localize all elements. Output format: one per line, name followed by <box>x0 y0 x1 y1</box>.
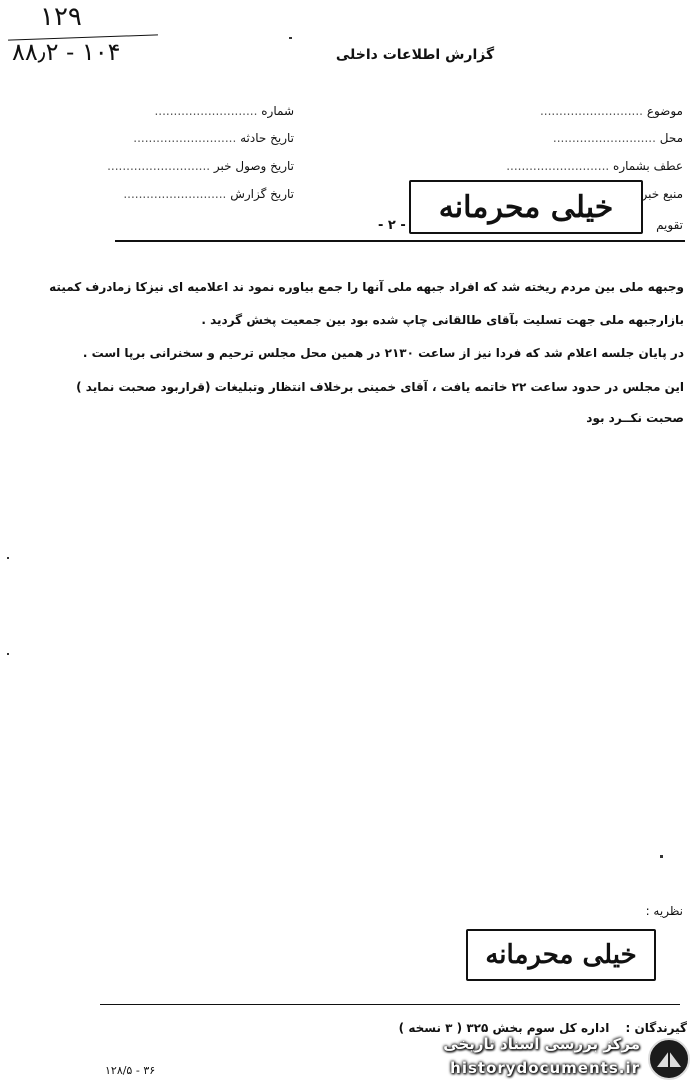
field-tarikh-gozaresh-dots: ........................... <box>123 187 227 201</box>
field-tarikh-hadese <box>133 131 294 145</box>
footer-divider <box>100 1004 680 1005</box>
body-line-2: بازارجبهه ملی جهت تسلیت بآقای طالقانی چاپ شده بود بین جمعیت پخش گردید . <box>201 313 684 327</box>
field-shomare <box>154 104 294 118</box>
body-line-4: این مجلس در حدود ساعت ۲۲ خاتمه یافت ، آقای خمینی برخلاف انتظار وتبلیغات (قراربود صحبت نماید ) <box>76 380 684 394</box>
handwritten-number-bottom: ۱۰۴ - ۸۸٫۲ <box>12 38 121 66</box>
field-tarikh-hadese-label: تاریخ حادثه <box>240 131 294 145</box>
header-divider <box>115 240 685 242</box>
field-tarikh-gozaresh <box>123 187 294 201</box>
field-manba <box>641 187 683 201</box>
recipients-value: اداره کل سوم بخش ۳۲۵ ( ۳ نسخه ) <box>398 1021 610 1035</box>
speck-mark <box>7 557 9 559</box>
field-mahal-label: محل <box>659 131 683 145</box>
report-title: گزارش اطلاعات داخلی <box>335 47 495 63</box>
field-taqvim-label: تقویم <box>656 218 683 232</box>
form-number: ۳۶ - ۱۲۸/۵ <box>105 1064 156 1077</box>
speck-mark <box>289 37 292 39</box>
field-shomare-dots: ........................... <box>154 104 258 118</box>
field-atf-label: عطف بشماره <box>613 159 683 173</box>
speck-mark <box>660 855 663 858</box>
field-tarikh-vosul <box>107 159 294 173</box>
confidential-stamp-bottom: خیلی محرمانه <box>466 929 656 981</box>
field-tarikh-vosul-dots: ........................... <box>107 159 211 173</box>
field-mozu <box>540 104 683 118</box>
body-line-1: وجبهه ملی بین مردم ریخته شد که افراد جبهه ملی آنها را جمع بیاوره نمود ند اعلامیه ای نیزکا زمادرف کمیته <box>49 280 684 294</box>
field-taqvim <box>656 218 683 232</box>
watermark <box>395 1029 695 1087</box>
book-logo-icon <box>647 1037 691 1081</box>
field-tarikh-gozaresh-label: تاریخ گزارش <box>230 187 294 201</box>
field-mahal-dots: ........................... <box>552 131 656 145</box>
field-shomare-label: شماره <box>261 104 294 118</box>
recipients-label: گیرندگان : <box>625 1021 687 1035</box>
confidential-stamp-top: خیلی محرمانه <box>409 180 643 234</box>
taqvim-value: - ۲ - <box>378 218 406 233</box>
speck-mark <box>7 653 9 655</box>
watermark-title: مرکز بررسی اسناد تاریخی <box>443 1035 640 1053</box>
body-line-5: صحبت نکــرد بود <box>586 411 684 425</box>
field-atf-dots: ........................... <box>506 159 610 173</box>
field-tarikh-hadese-dots: ........................... <box>133 131 237 145</box>
watermark-url: historydocuments.ir <box>450 1059 640 1077</box>
field-manba-label: منبع خبر <box>641 187 683 201</box>
field-mahal <box>553 131 683 145</box>
field-tarikh-vosul-label: تاریخ وصول خبر <box>213 159 294 173</box>
field-mozu-dots: ........................... <box>539 104 643 118</box>
field-atf <box>506 159 683 173</box>
body-line-3: در پایان جلسه اعلام شد که فردا نیز از ساعت ۲۱۳۰ در همین محل مجلس ترحیم و سخنرانی برپا است . <box>82 346 684 360</box>
nazariye-label: نظریه : <box>645 904 683 918</box>
handwritten-number-top: ۱۲۹ <box>40 2 82 32</box>
field-mozu-label: موضوع <box>646 104 683 118</box>
